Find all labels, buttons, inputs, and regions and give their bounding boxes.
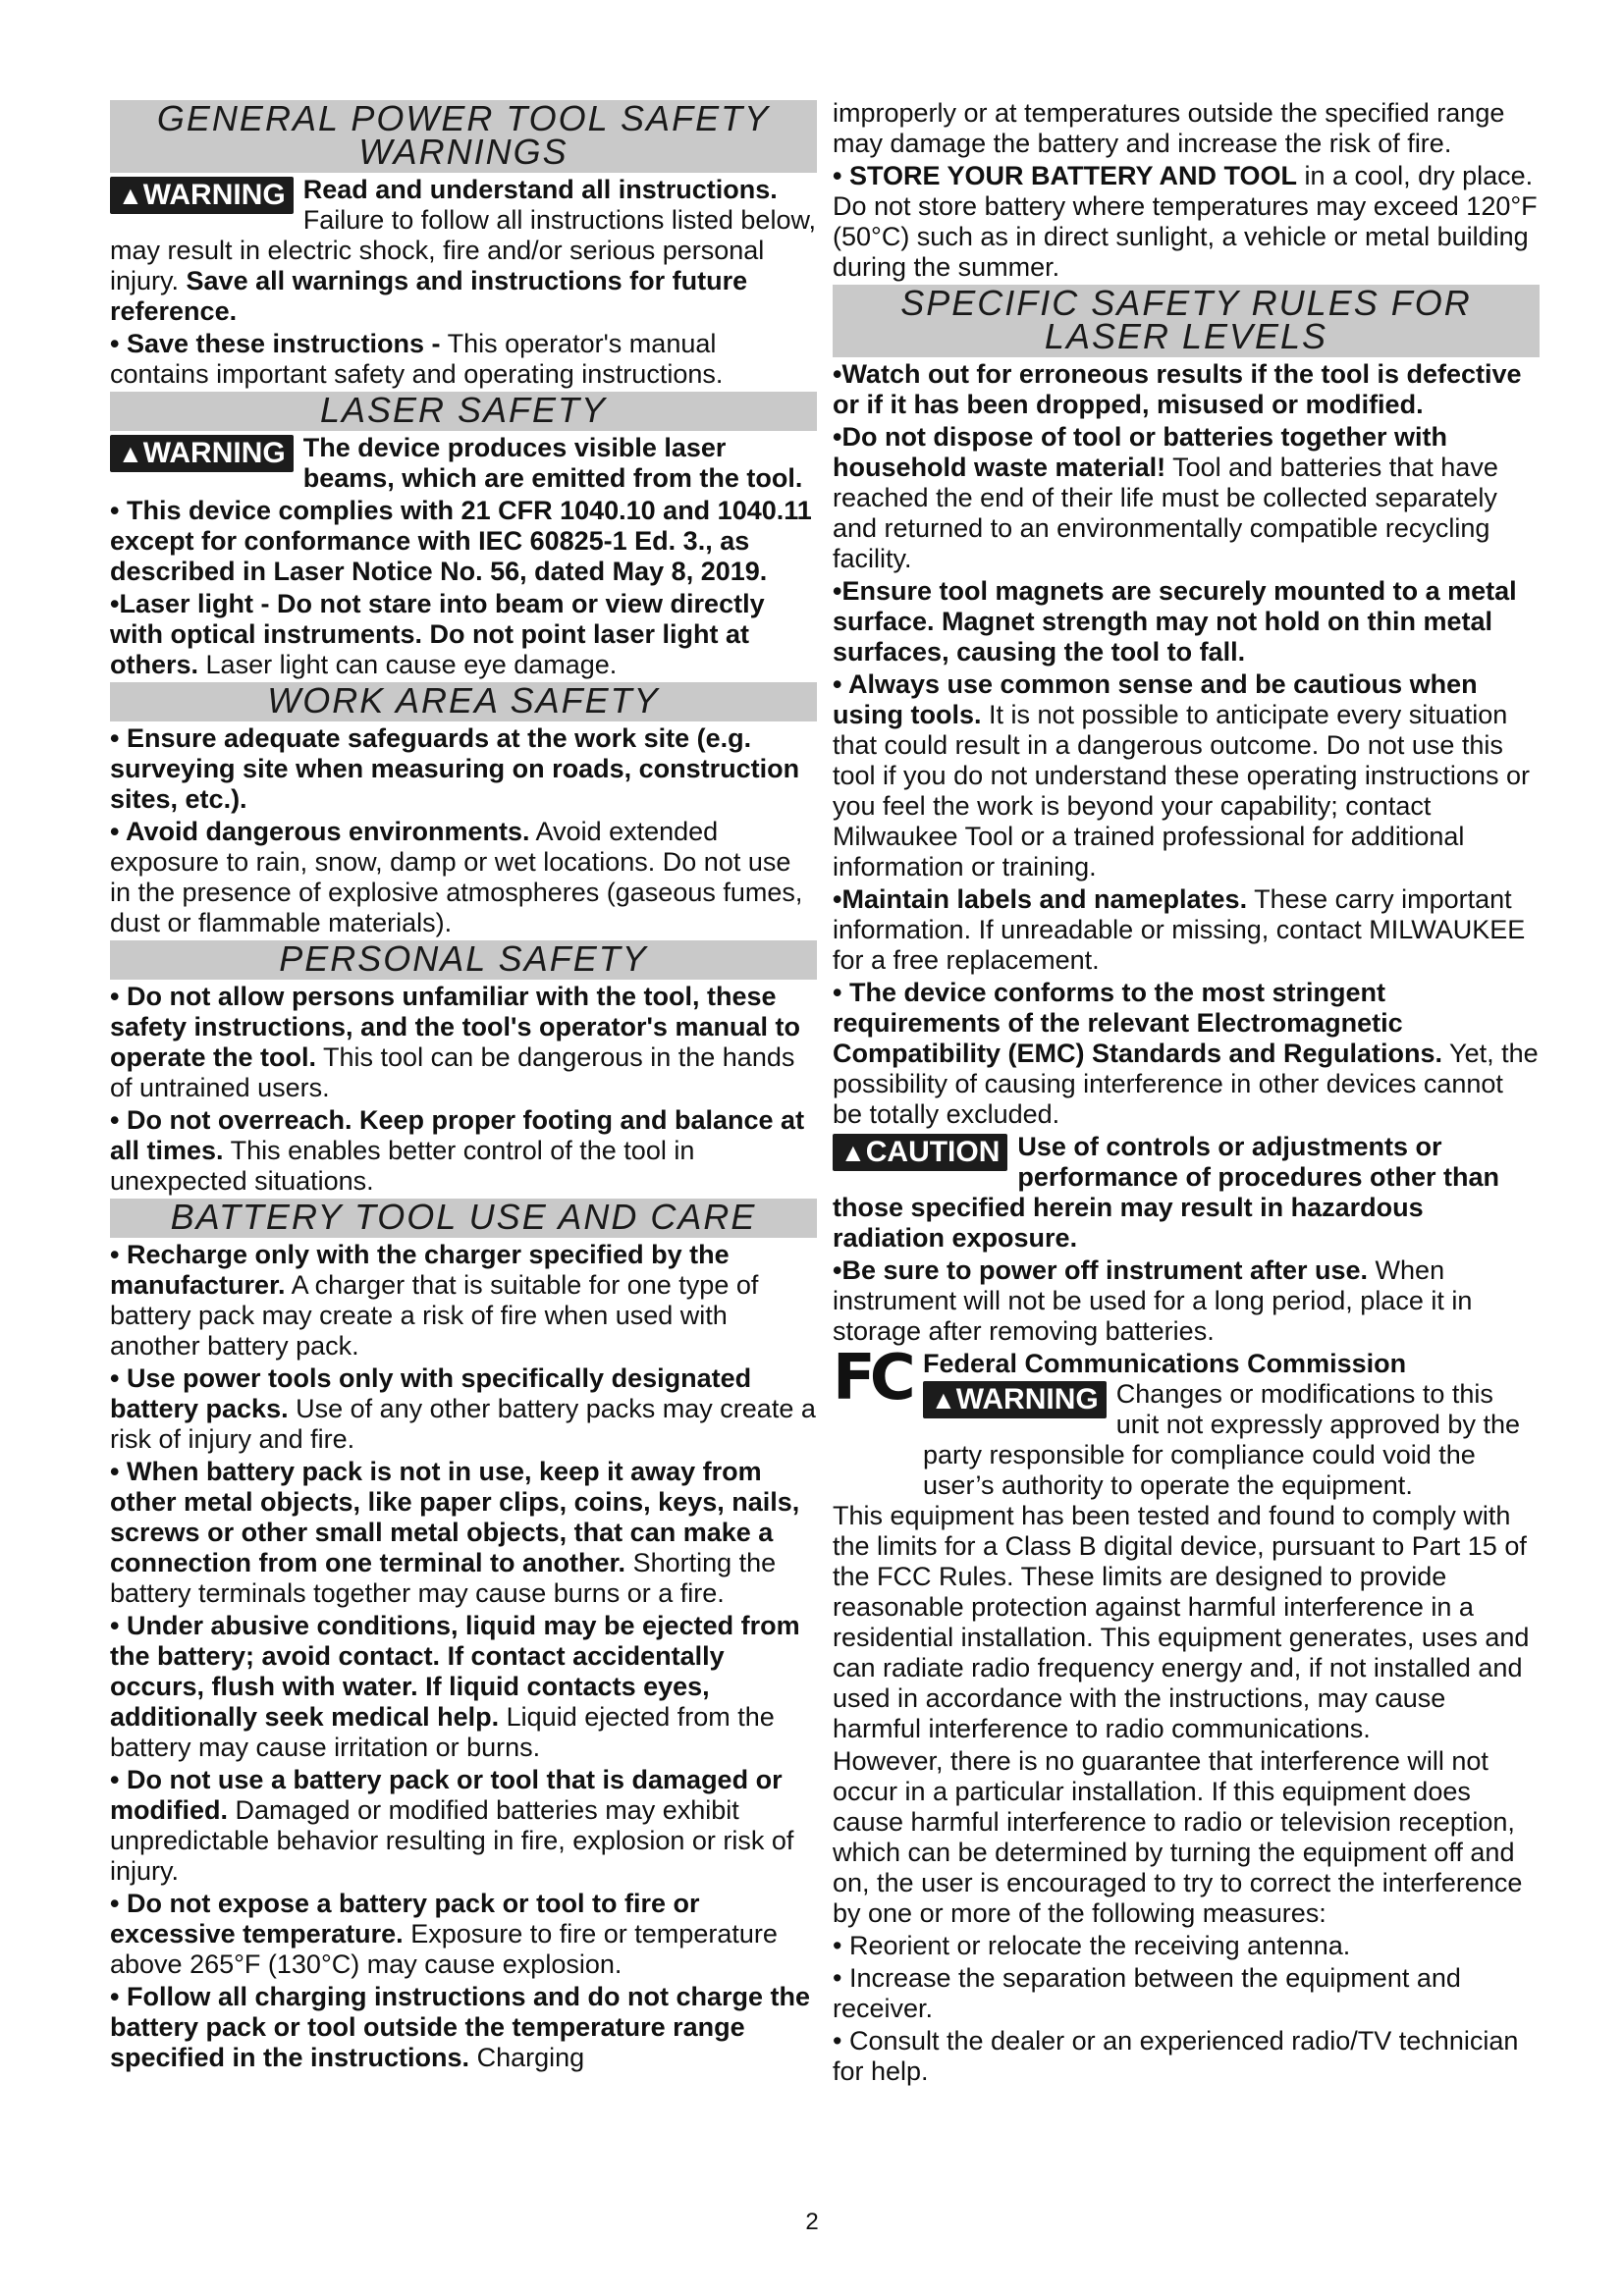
fcc-title: Federal Communications Commission <box>923 1349 1407 1378</box>
section-header-battery: BATTERY TOOL USE AND CARE <box>110 1199 817 1238</box>
warning-badge: ▲WARNING <box>110 435 294 472</box>
personal-item-1: • Do not allow persons unfamiliar with the tool, these safety instructions, and the tool's operator's manual to operate the tool. This tool can be dangerous in the hands of untrained users. <box>110 982 800 1102</box>
warning-triangle-icon: ▲ <box>118 439 143 468</box>
fcc-paragraph-1: This equipment has been tested and found to comply with the limits for a Class B digital device, pursuant to Part 15 of the FCC Rules. These limits are designed to provide reasonable protection against harmful interference in a residential installation. This equipment generates, uses and can radiate radio frequency energy and, if not installed and used in accordance with the instructions, may cause harmful interference to radio communications. <box>833 1501 1530 1743</box>
laser-light-item: •Laser light - Do not stare into beam or view directly with optical instruments. Do not point laser light at others. Laser light can cause eye damage. <box>110 589 765 679</box>
fcc-warning-paragraph: ▲WARNING Changes or modifications to this unit not expressly approved by the party responsible for compliance could void the user’s authority to operate the equipment. <box>923 1379 1520 1500</box>
section-header-general: GENERAL POWER TOOL SAFETY WARNINGS <box>110 100 817 173</box>
laser-cfr-item: • This device complies with 21 CFR 1040.10 and 1040.11 except for conformance with IEC 60825-1 Ed. 3., as described in Laser Notice No. 56, dated May 8, 2019. <box>110 496 812 586</box>
work-safeguards-item: • Ensure adequate safeguards at the work site (e.g. surveying site when measuring on roads, construction sites, etc.). <box>110 723 800 814</box>
specific-item-4: • Always use common sense and be cautious when using tools. It is not possible to anticipate every situation that could result in a dangerous outcome. Do not use this tool if you do not understand these operating instructions or you feel the work is beyond your capability; contact Milwaukee Tool or a trained professional for additional information or training. <box>833 669 1530 881</box>
battery-item-6: • Do not expose a battery pack or tool to fire or excessive temperature. Exposure to fire or temperature above 265°F (130°C) may cause explosion. <box>110 1889 778 1979</box>
battery-item-7: • Follow all charging instructions and do not charge the battery pack or tool outside the temperature range specified in the instructions. Charging <box>110 1982 810 2072</box>
caution-badge: ▲CAUTION <box>833 1134 1007 1171</box>
warning-badge: ▲WARNING <box>110 177 294 214</box>
fcc-heading-area <box>923 1349 1540 1501</box>
battery-item-3: • When battery pack is not in use, keep it away from other metal objects, like paper clips, coins, keys, nails, screws or other small metal objects, that can make a connection from one terminal to another. Shorting the battery terminals together may cause burns or a fire. <box>110 1457 800 1608</box>
store-battery-item: • STORE YOUR BATTERY AND TOOL in a cool, dry place. Do not store battery where temperatures may exceed 120°F (50°C) such as in direct sunlight, a vehicle or metal building during the summer. <box>833 161 1538 282</box>
section-header-specific: SPECIFIC SAFETY RULES FOR LASER LEVELS <box>833 285 1540 357</box>
save-instructions-item: • Save these instructions - This operator's manual contains important safety and operating instructions. <box>110 329 724 389</box>
section-header-personal: PERSONAL SAFETY <box>110 940 817 980</box>
general-warning-paragraph: ▲WARNING Read and understand all instructions. Failure to follow all instructions listed below, may result in electric shock, fire and/or serious personal injury. Save all warnings and instructions for future reference. <box>110 175 816 326</box>
specific-item-7: •Be sure to power off instrument after use. When instrument will not be used for a long period, place it in storage after removing batteries. <box>833 1255 1473 1346</box>
specific-item-5: •Maintain labels and nameplates. These carry important information. If unreadable or missing, contact MILWAUKEE for a free replacement. <box>833 884 1526 975</box>
fcc-measure-1: • Reorient or relocate the receiving antenna. <box>833 1931 1351 1960</box>
fcc-block <box>833 1342 1540 1501</box>
caution-paragraph: ▲CAUTION Use of controls or adjustments or performance of procedures other than those specified herein may result in hazardous radiation exposure. <box>833 1132 1499 1253</box>
caution-triangle-icon: ▲ <box>840 1138 866 1167</box>
fcc-measure-2: • Increase the separation between the equipment and receiver. <box>833 1963 1461 2023</box>
page-number: 2 <box>805 2209 819 2235</box>
section-header-work: WORK AREA SAFETY <box>110 682 817 721</box>
fcc-paragraph-2: However, there is no guarantee that interference will not occur in a particular installation. If this equipment does cause harmful interference to radio or television reception, which can be determined by turning the equipment off and on, the user is encouraged to try to correct the interference by one or more of the following measures: <box>833 1746 1523 1928</box>
right-column <box>833 98 1540 2089</box>
warning-triangle-icon: ▲ <box>118 181 143 210</box>
battery-item-2: • Use power tools only with specifically designated battery packs. Use of any other battery packs may create a risk of injury and fire. <box>110 1363 816 1454</box>
battery-item-5: • Do not use a battery pack or tool that is damaged or modified. Damaged or modified batteries may exhibit unpredictable behavior resulting in fire, explosion or risk of injury. <box>110 1765 794 1886</box>
battery-item-4: • Under abusive conditions, liquid may be ejected from the battery; avoid contact. If contact accidentally occurs, flush with water. If liquid contacts eyes, additionally seek medical help. Liquid ejected from the battery may cause irritation or burns. <box>110 1611 800 1762</box>
specific-item-1: •Watch out for erroneous results if the tool is defective or if it has been dropped, misused or modified. <box>833 359 1522 419</box>
fcc-measure-3: • Consult the dealer or an experienced radio/TV technician for help. <box>833 2026 1519 2086</box>
warning-triangle-icon: ▲ <box>931 1385 956 1415</box>
personal-item-2: • Do not overreach. Keep proper footing and balance at all times. This enables better control of the tool in unexpected situations. <box>110 1105 805 1196</box>
specific-item-2: •Do not dispose of tool or batteries together with household waste material! Tool and batteries that have reached the end of their life must be collected separately and returned to an environmentally compatible recycling facility. <box>833 422 1498 573</box>
work-environment-item: • Avoid dangerous environments. Avoid extended exposure to rain, snow, damp or wet locations. Do not use in the presence of explosive atmospheres (gaseous fumes, dust or flammable materials). <box>110 817 803 937</box>
specific-item-3: •Ensure tool magnets are securely mounted to a metal surface. Magnet strength may not hold on thin metal surfaces, causing the tool to fall. <box>833 576 1517 667</box>
battery-item-1: • Recharge only with the charger specified by the manufacturer. A charger that is suitable for one type of battery pack may create a risk of fire when used with another battery pack. <box>110 1240 759 1361</box>
left-column <box>110 98 817 2075</box>
section-header-laser: LASER SAFETY <box>110 392 817 431</box>
laser-warning-paragraph: ▲WARNING The device produces visible laser beams, which are emitted from the tool. <box>110 433 817 494</box>
charging-continuation: improperly or at temperatures outside the specified range may damage the battery and increase the risk of fire. <box>833 98 1505 158</box>
specific-item-6: • The device conforms to the most stringent requirements of the relevant Electromagnetic Compatibility (EMC) Standards and Regulations. Yet, the possibility of causing interference in other devices cannot be totally excluded. <box>833 978 1539 1129</box>
warning-badge: ▲WARNING <box>923 1381 1107 1418</box>
fcc-logo: FC <box>833 1342 910 1415</box>
